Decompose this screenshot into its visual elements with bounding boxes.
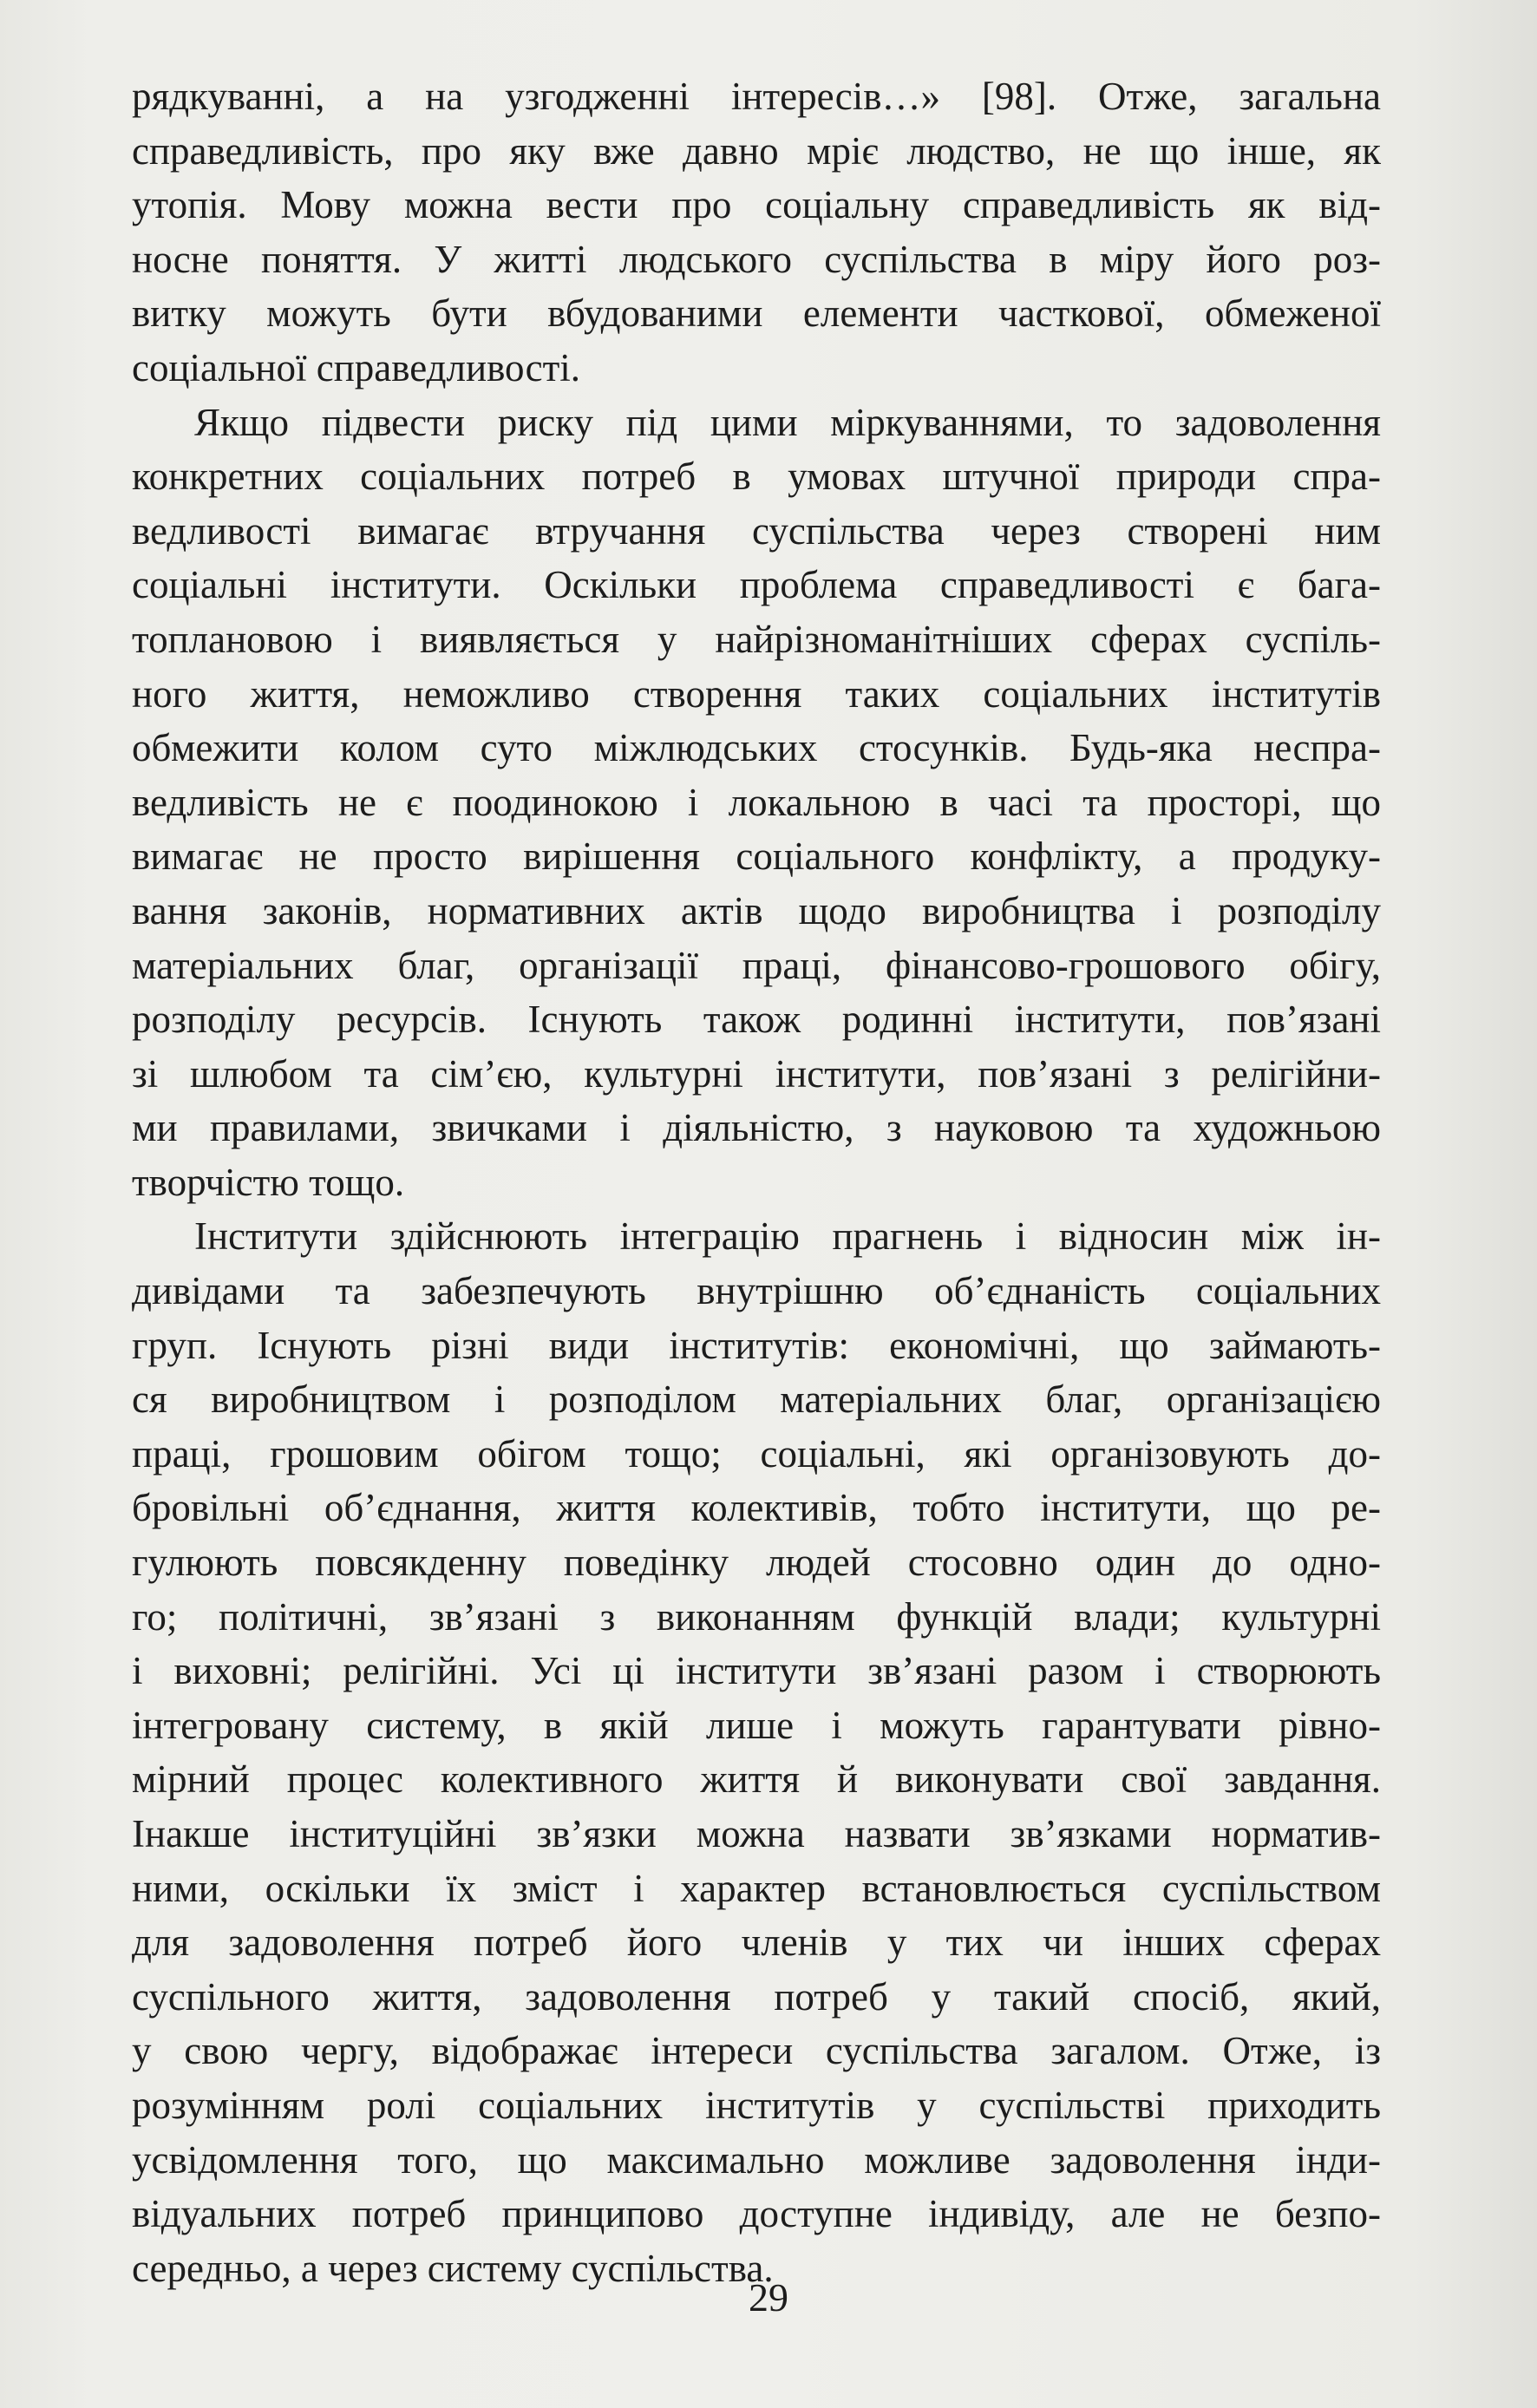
text-line: Інакше інституційні зв’язки можна назвати зв’язками норматив-: [132, 1812, 1381, 1855]
paragraph-3: [132, 1209, 1381, 2295]
text-line: рядкуванні, а на узгодженні інтересів…» [98]. Отже, загальна: [132, 75, 1381, 118]
text-line: розумінням ролі соціальних інститутів у суспільстві приходить: [132, 2083, 1381, 2127]
body-text: [132, 69, 1381, 2295]
text-line: ведливості вимагає втручання суспільства через створені ним: [132, 508, 1381, 553]
text-line: ними, оскільки їх зміст і характер встановлюється суспільством: [132, 1866, 1381, 1910]
text-line: праці, грошовим обігом тощо; соціальні, які організовують до-: [132, 1431, 1381, 1476]
text-line: топлановою і виявляється у найрізноманітніших сферах суспіль-: [132, 617, 1381, 661]
text-line: груп. Існують різні види інститутів: економічні, що займають-: [132, 1323, 1381, 1367]
page-number: 29: [749, 2275, 788, 2320]
text-line: для задоволення потреб його членів у тих чи інших сферах: [132, 1921, 1381, 1965]
text-line: Інститути здійснюють інтеграцію прагнень і відносин між ін-: [194, 1214, 1381, 1259]
paragraph-2: [132, 396, 1381, 1210]
text-line: творчістю тощо.: [132, 1160, 405, 1204]
text-line: соціальної справедливості.: [132, 345, 581, 389]
text-line: ми правилами, звичками і діяльністю, з науковою та художньою: [132, 1106, 1381, 1150]
paragraph-1: [132, 69, 1381, 396]
text-line: у свою чергу, відображає інтереси суспільства загалом. Отже, із: [132, 2029, 1381, 2073]
text-line: носне поняття. У житті людського суспільства в міру його роз-: [132, 237, 1381, 281]
text-line: матеріальних благ, організації праці, фінансово-грошового обігу,: [132, 943, 1381, 987]
text-line: гулюють повсякденну поведінку людей стосовно один до одно-: [132, 1541, 1381, 1585]
text-line: і виховні; релігійні. Усі ці інститути зв’язані разом і створюють: [132, 1649, 1381, 1693]
text-line: ся виробництвом і розподілом матеріальних благ, організацією: [132, 1377, 1381, 1422]
text-line: утопія. Мову можна вести про соціальну справедливість як від-: [132, 183, 1381, 227]
text-line: вання законів, нормативних актів щодо виробництва і розподілу: [132, 888, 1381, 932]
text-line: інтегровану систему, в якій лише і можуть гарантувати рівно-: [132, 1703, 1381, 1747]
text-line: усвідомлення того, що максимально можливе задоволення інди-: [132, 2137, 1381, 2182]
text-line: ного життя, неможливо створення таких соціальних інститутів: [132, 671, 1381, 716]
text-line: суспільного життя, задоволення потреб у такий спосіб, який,: [132, 1974, 1381, 2019]
text-line: зі шлюбом та сім’єю, культурні інститути, пов’язані з релігійни-: [132, 1051, 1381, 1096]
text-line: го; політичні, зв’язані з виконанням функцій влади; культурні: [132, 1594, 1381, 1639]
text-line: обмежити колом суто міжлюдських стосунків. Будь-яка неспра-: [132, 726, 1381, 770]
text-line: мірний процес колективного життя й виконувати свої завдання.: [132, 1757, 1381, 1802]
text-line: конкретних соціальних потреб в умовах штучної природи спра-: [132, 455, 1381, 499]
text-line: соціальні інститути. Оскільки проблема справедливості є бага-: [132, 563, 1381, 607]
text-line: розподілу ресурсів. Існують також родинні інститути, пов’язані: [132, 998, 1381, 1042]
text-line: середньо, а через систему суспільства.: [132, 2246, 774, 2290]
text-line: Якщо підвести риску під цими міркуваннями, то задоволення: [194, 400, 1381, 444]
text-line: справедливість, про яку вже давно мріє людство, не що інше, як: [132, 128, 1381, 173]
text-line: витку можуть бути вбудованими елементи часткової, обмеженої: [132, 291, 1381, 336]
text-line: ведливість не є поодинокою і локальною в часі та просторі, що: [132, 780, 1381, 824]
text-line: бровільні об’єднання, життя колективів, тобто інститути, що ре-: [132, 1486, 1381, 1530]
text-line: відуальних потреб принципово доступне індивіду, але не безпо-: [132, 2192, 1381, 2236]
text-line: вимагає не просто вирішення соціального конфлікту, а продуку-: [132, 834, 1381, 879]
text-line: дивідами та забезпечують внутрішню об’єднаність соціальних: [132, 1269, 1381, 1313]
